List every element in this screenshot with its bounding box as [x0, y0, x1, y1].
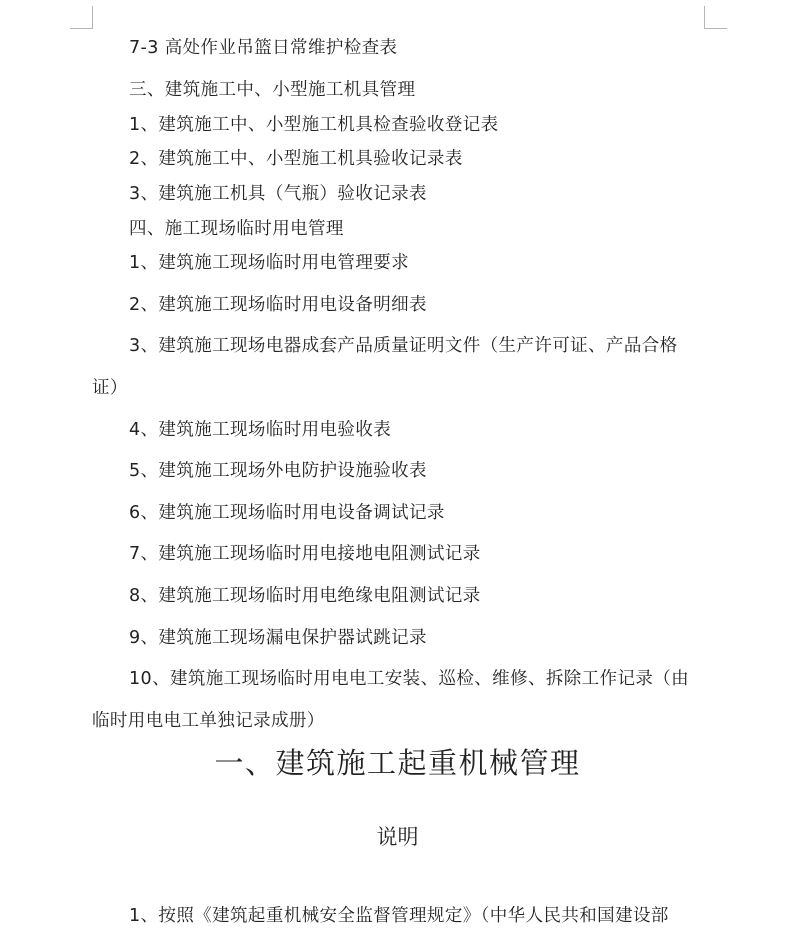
text-line: 1、建筑施工中、小型施工机具检查验收登记表: [129, 115, 499, 135]
text-line: 10、建筑施工现场临时用电电工安装、巡检、维修、拆除工作记录（由: [129, 669, 690, 689]
text-line: 5、建筑施工现场外电防护设施验收表: [129, 461, 427, 481]
text-line: 3、建筑施工机具（气瓶）验收记录表: [129, 184, 427, 204]
text-line: 3、建筑施工现场电器成套产品质量证明文件（生产许可证、产品合格: [129, 336, 678, 356]
text-line: 三、建筑施工中、小型施工机具管理: [129, 80, 416, 100]
text-line: 7-3 高处作业吊篮日常维护检查表: [129, 38, 398, 58]
text-line: 四、施工现场临时用电管理: [129, 219, 344, 239]
page-corner-mark-top-right: [704, 6, 727, 29]
text-line: 证）: [92, 378, 128, 398]
section-subheading: 说明: [376, 825, 419, 849]
text-line: 1、建筑施工现场临时用电管理要求: [129, 253, 410, 273]
text-line: 7、建筑施工现场临时用电接地电阻测试记录: [129, 544, 481, 564]
text-line: 4、建筑施工现场临时用电验收表: [129, 420, 392, 440]
text-line: 8、建筑施工现场临时用电绝缘电阻测试记录: [129, 586, 481, 606]
body-text-line: 1、按照《建筑起重机械安全监督管理规定》（中华人民共和国建设部: [129, 906, 669, 926]
page-corner-mark-top-left: [70, 6, 93, 29]
text-line: 6、建筑施工现场临时用电设备调试记录: [129, 503, 445, 523]
section-heading: 一、建筑施工起重机械管理: [214, 746, 581, 780]
text-line: 9、建筑施工现场漏电保护器试跳记录: [129, 628, 427, 648]
text-line: 2、建筑施工中、小型施工机具验收记录表: [129, 149, 463, 169]
text-line: 2、建筑施工现场临时用电设备明细表: [129, 295, 427, 315]
text-line: 临时用电电工单独记录成册）: [92, 711, 325, 731]
